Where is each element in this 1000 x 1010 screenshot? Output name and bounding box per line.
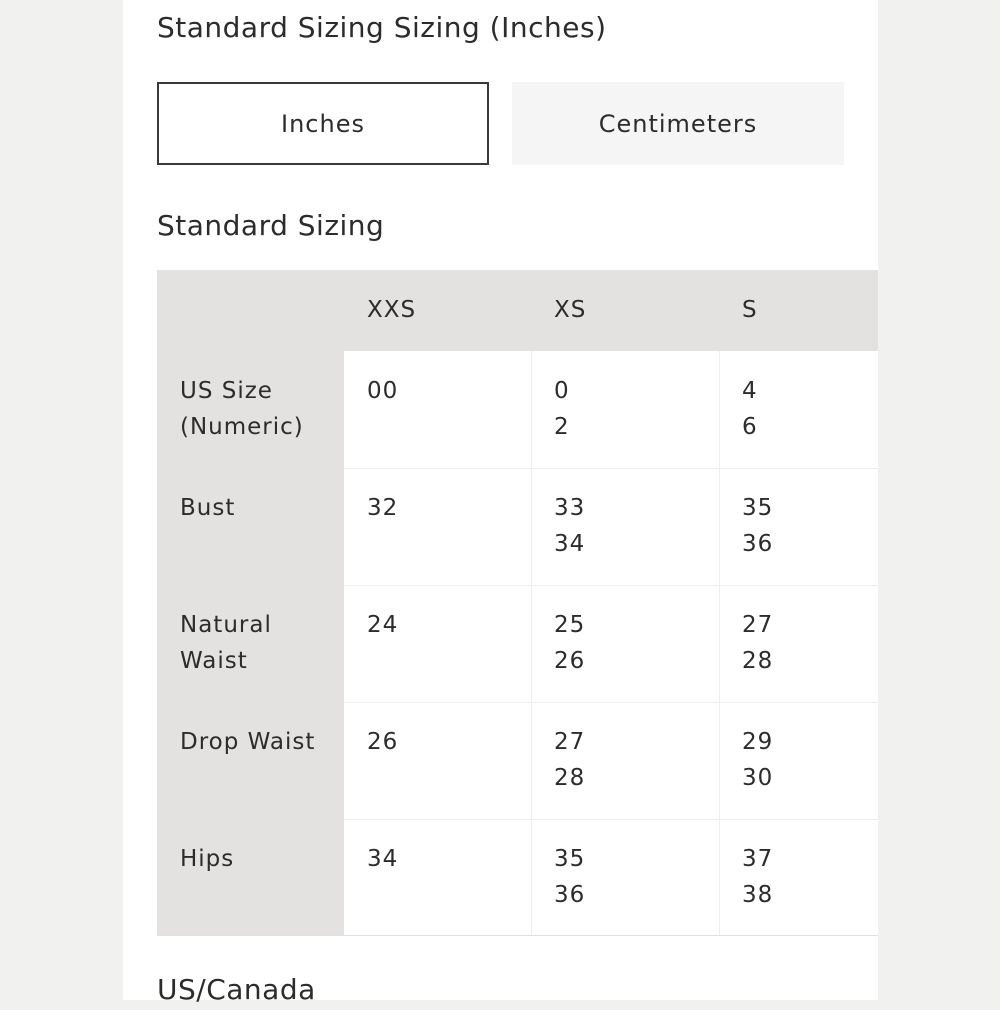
table-cell: 00 xyxy=(367,378,399,404)
table-cell: 34 xyxy=(367,846,399,872)
section-title: Standard Sizing xyxy=(157,209,385,242)
row-divider xyxy=(344,585,878,586)
row-label: Hips xyxy=(180,846,235,872)
table-cell: 0 2 xyxy=(554,378,570,440)
table-cell: 35 36 xyxy=(554,846,586,908)
size-table xyxy=(157,270,878,936)
table-cell: 27 28 xyxy=(742,612,774,674)
column-divider xyxy=(531,351,532,936)
row-divider xyxy=(344,468,878,469)
table-cell: 24 xyxy=(367,612,399,638)
row-label: Natural Waist xyxy=(180,612,272,674)
table-cell: 35 36 xyxy=(742,495,774,557)
table-cell: 25 26 xyxy=(554,612,586,674)
us-canada-heading: US/Canada xyxy=(157,973,316,1006)
size-guide-panel xyxy=(123,0,878,1006)
page-title: Standard Sizing Sizing (Inches) xyxy=(157,11,607,44)
centimeters-button[interactable]: Centimeters xyxy=(512,82,844,165)
header-row xyxy=(344,270,878,351)
table-cell: 37 38 xyxy=(742,846,774,908)
table-bottom-border xyxy=(157,935,878,936)
table-cell: 29 30 xyxy=(742,729,774,791)
column-header-s: S xyxy=(742,297,758,323)
column-header-xs: XS xyxy=(554,297,587,323)
table-cell: 4 6 xyxy=(742,378,758,440)
label-column xyxy=(157,270,344,936)
row-label: Bust xyxy=(180,495,236,521)
table-cell: 32 xyxy=(367,495,399,521)
inches-button[interactable]: Inches xyxy=(157,82,489,165)
column-divider xyxy=(719,351,720,936)
row-divider xyxy=(344,819,878,820)
row-label: Drop Waist xyxy=(180,729,316,755)
row-divider xyxy=(344,702,878,703)
row-label: US Size (Numeric) xyxy=(180,378,304,440)
table-cell: 26 xyxy=(367,729,399,755)
table-cell: 27 28 xyxy=(554,729,586,791)
table-cell: 33 34 xyxy=(554,495,586,557)
column-header-xxs: XXS xyxy=(367,297,417,323)
